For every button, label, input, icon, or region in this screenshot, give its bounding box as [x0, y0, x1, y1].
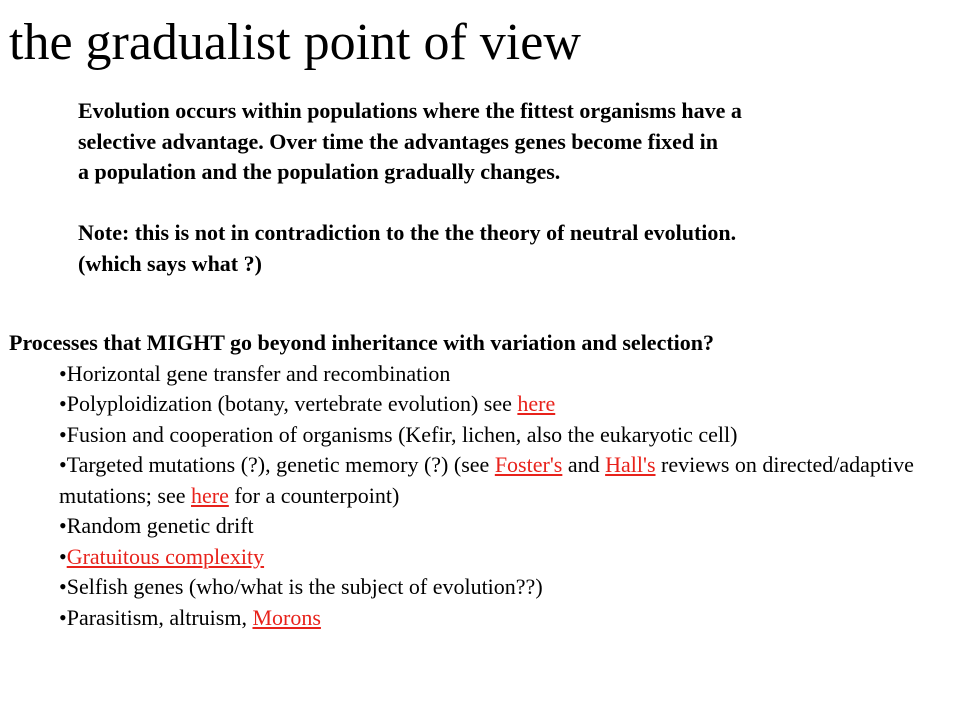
- list-item-targeted-mutations: [59, 450, 919, 511]
- list-item-fusion: [59, 420, 959, 451]
- item-text: Random genetic drift: [66, 513, 254, 538]
- bullet: •: [59, 452, 67, 477]
- processes-list: [9, 359, 959, 634]
- intro-line: a population and the population gradually changes.: [78, 159, 561, 184]
- note-line: (which says what ?): [78, 250, 262, 276]
- item-text: reviews on directed/adaptive mutations; see: [59, 452, 914, 508]
- bullet: •: [59, 391, 67, 416]
- list-item-horizontal-gene-transfer: [59, 359, 959, 390]
- bullet: •: [59, 574, 67, 599]
- note-line: Note: this is not in contradiction to the the theory of neutral evolution.: [78, 220, 737, 245]
- list-item-selfish-genes: [59, 572, 959, 603]
- item-text: for a counterpoint): [228, 482, 400, 508]
- polyploidization-here-link[interactable]: here: [517, 391, 556, 416]
- fosters-review-link[interactable]: Foster's: [494, 452, 563, 477]
- morons-link[interactable]: Morons: [252, 604, 321, 630]
- counterpoint-here-link[interactable]: here: [190, 482, 229, 508]
- item-text: Fusion and cooperation of organisms (Kefir, lichen, also the eukaryotic cell): [66, 421, 738, 447]
- list-item-parasitism: [59, 603, 959, 634]
- list-item-gratuitous-complexity: [59, 542, 959, 573]
- processes-section: [9, 328, 959, 633]
- bullet: •: [59, 604, 67, 630]
- item-text: and: [562, 452, 606, 477]
- gratuitous-complexity-link[interactable]: Gratuitous complexity: [66, 543, 265, 569]
- item-text: Targeted mutations (?), genetic memory (?) (see: [66, 452, 495, 477]
- item-text: Selfish genes (who/what is the subject of evolution??): [66, 574, 543, 599]
- page-title: the gradualist point of view: [9, 14, 581, 71]
- intro-line: Evolution occurs within populations where the fittest organisms have a: [78, 98, 742, 123]
- halls-review-link[interactable]: Hall's: [605, 452, 656, 477]
- list-item-polyploidization: [59, 389, 959, 420]
- item-text: Horizontal gene transfer and recombination: [66, 360, 451, 386]
- bullet: •: [59, 543, 67, 569]
- intro-block: [78, 96, 958, 279]
- bullet: •: [59, 360, 67, 386]
- intro-spacer: [78, 188, 958, 219]
- item-text: Parasitism, altruism,: [66, 604, 253, 630]
- intro-line: selective advantage. Over time the advantages genes become fixed in: [78, 128, 718, 154]
- item-text: Polyploidization (botany, vertebrate evolution) see: [66, 391, 518, 416]
- bullet: •: [59, 513, 67, 538]
- processes-heading: Processes that MIGHT go beyond inheritance with variation and selection?: [9, 330, 715, 355]
- list-item-random-drift: [59, 511, 959, 542]
- bullet: •: [59, 421, 67, 447]
